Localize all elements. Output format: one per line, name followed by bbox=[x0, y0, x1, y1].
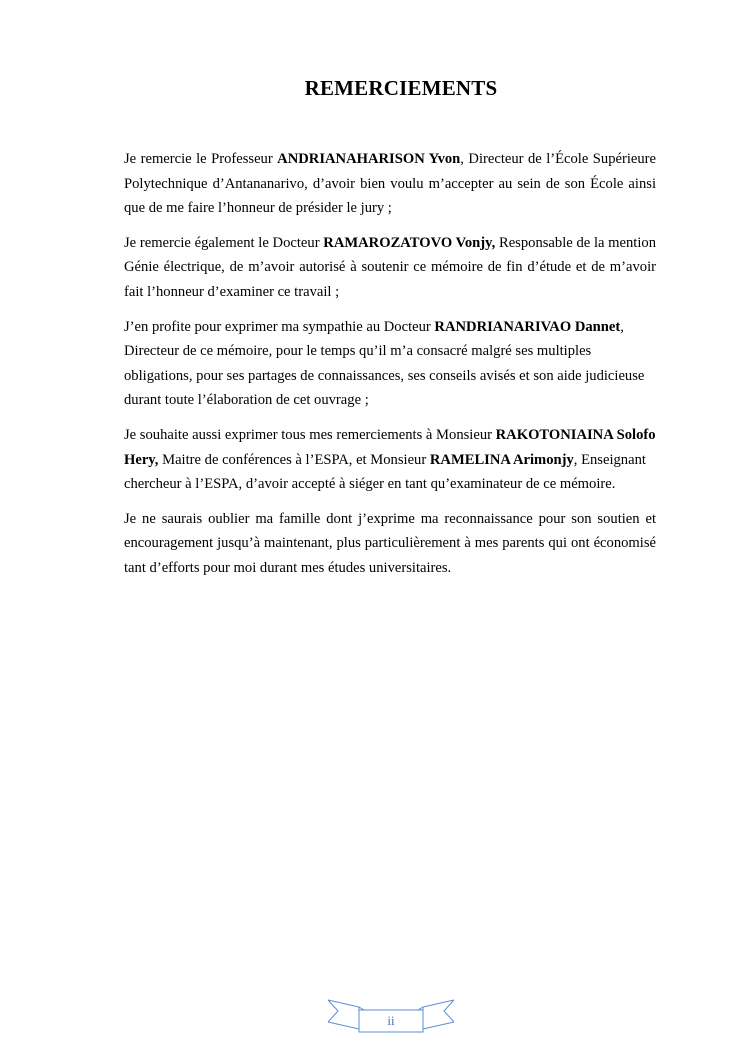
text-segment: , Directeur de ce mémoire, pour le temps qu’il m’a consacré malgré ses multiples obligations, pour ses partages de connaissances, ses conseils avisés et son aide judicieuse durant toute l’élaboration de cet ouvrage ; bbox=[124, 318, 645, 409]
acknowledgements-body bbox=[124, 147, 656, 591]
text-segment: Je souhaite aussi exprimer tous mes remerciements à Monsieur bbox=[124, 426, 496, 443]
paragraph-family bbox=[124, 507, 656, 581]
person-name: RAKOTONIAINA Solofo Hery, bbox=[124, 426, 656, 468]
page-number: ii bbox=[387, 1013, 395, 1028]
paragraph-examiners bbox=[124, 423, 656, 497]
text-segment: J’en profite pour exprimer ma sympathie au Docteur bbox=[124, 318, 435, 335]
paragraph-director-school bbox=[124, 147, 656, 221]
text-segment: , Enseignant chercheur à l’ESPA, d’avoir accepté à siéger en tant qu’examinateur de ce mémoire. bbox=[124, 451, 646, 493]
page-number-ribbon bbox=[328, 997, 454, 1037]
page-title: REMERCIEMENTS bbox=[304, 76, 498, 100]
text-segment: , Directeur de l’École Supérieure Polytechnique d’Antananarivo, d’avoir bien voulu m’accepter au sein de son École ainsi que de me faire l’honneur de présider le jury ; bbox=[124, 151, 657, 217]
person-name: RANDRIANARIVAO Dannet bbox=[434, 318, 621, 335]
paragraph-thesis-supervisor bbox=[124, 315, 656, 413]
person-name: RAMELINA Arimonjy bbox=[429, 451, 574, 468]
text-segment: Je remercie le Professeur bbox=[124, 151, 278, 167]
text-segment: Je remercie également le Docteur bbox=[124, 234, 324, 251]
person-name: ANDRIANAHARISON Yvon bbox=[277, 151, 461, 167]
paragraph-head-of-department bbox=[124, 231, 656, 305]
person-name: RAMAROZATOVO Vonjy, bbox=[323, 234, 496, 251]
text-segment: Je ne saurais oublier ma famille dont j’exprime ma reconnaissance pour son soutien et encouragement jusqu’à maintenant, plus particulièrement à mes parents qui ont économisé tant d’efforts pour moi durant mes études universitaires. bbox=[124, 510, 656, 576]
text-segment: Maitre de conférences à l’ESPA, et Monsieur bbox=[158, 451, 430, 468]
text-segment: Responsable de la mention Génie électrique, de m’avoir autorisé à soutenir ce mémoire de fin d’étude et de m’avoir fait l’honneur d’examiner ce travail ; bbox=[124, 234, 657, 300]
